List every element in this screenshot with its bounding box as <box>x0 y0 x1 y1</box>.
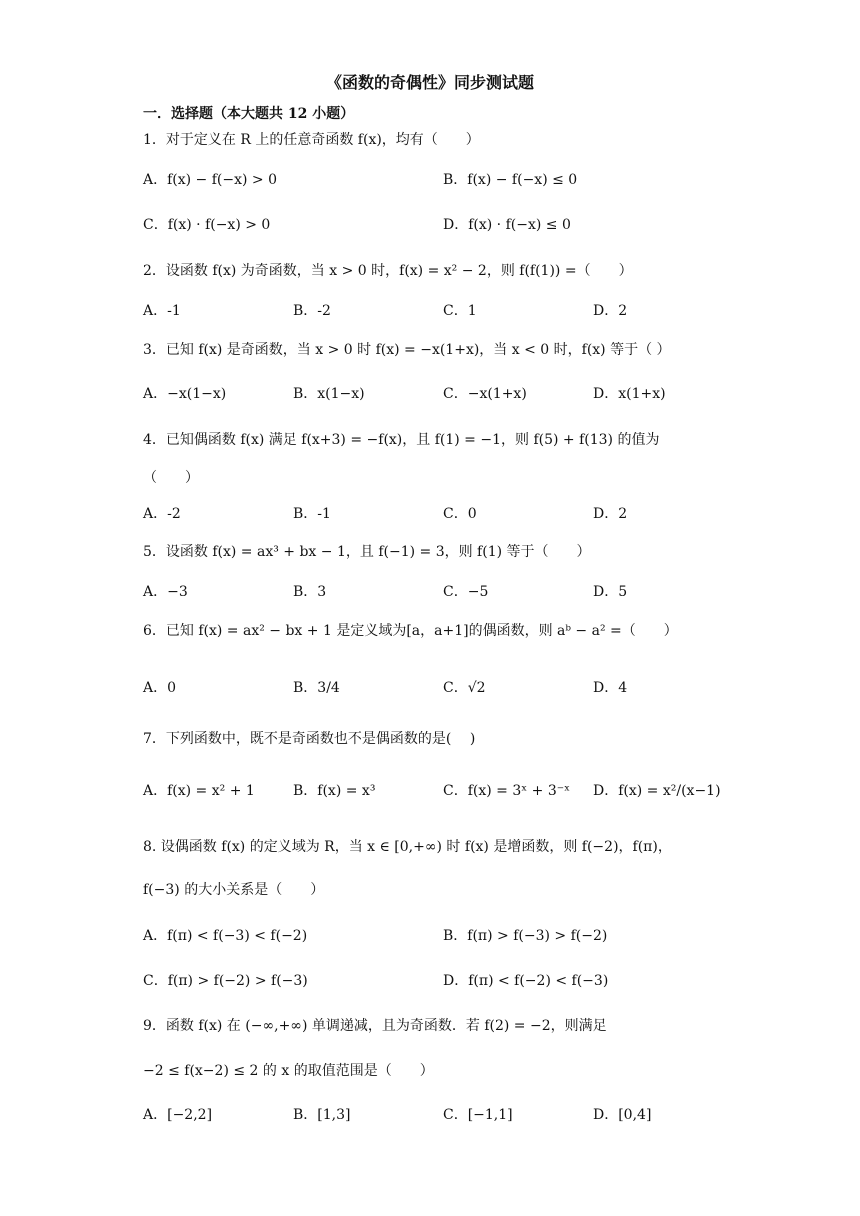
option-b: B．f(π) > f(−3) > f(−2) <box>443 928 608 944</box>
question-7-options <box>143 778 763 804</box>
question-9-stem: 9．函数 f(x) 在 (−∞,+∞) 单调递减，且为奇函数．若 f(2) = −2，则满足 <box>143 1018 607 1034</box>
option-d: D．f(x) · f(−x) ≤ 0 <box>443 217 571 233</box>
question-5-stem: 5．设函数 f(x) = ax³ + bx − 1，且 f(−1) = 3，则 f(1) 等于（ ） <box>143 544 591 560</box>
option-d: D．2 <box>593 506 628 522</box>
option-a: A．-2 <box>143 506 181 522</box>
option-a: A．-1 <box>143 303 181 319</box>
option-c: C．f(x) · f(−x) > 0 <box>143 217 271 233</box>
question-6-options <box>143 675 763 701</box>
option-b: B．[1,3] <box>293 1107 351 1123</box>
option-a: A．−x(1−x) <box>143 386 227 402</box>
question-9-options <box>143 1102 763 1128</box>
option-d: D．2 <box>593 303 628 319</box>
question-7-stem: 7．下列函数中，既不是奇函数也不是偶函数的是( ) <box>143 731 476 747</box>
section-heading: 一．选择题（本大题共 12 小题） <box>143 106 355 122</box>
option-d: D．f(x) = x²/(x−1) <box>593 783 721 799</box>
question-2-stem: 2．设函数 f(x) 为奇函数，当 x > 0 时，f(x) = x² − 2，则 f(f(1)) =（ ） <box>143 263 633 279</box>
option-c: C．[−1,1] <box>443 1107 513 1123</box>
option-b: B．3/4 <box>293 680 340 696</box>
question-6-stem: 6．已知 f(x) = ax² − bx + 1 是定义域为[a，a+1]的偶函数，则 aᵇ − a² =（ ） <box>143 623 678 639</box>
option-c: C．−x(1+x) <box>443 386 527 402</box>
question-8-stem: 8. 设偶函数 f(x) 的定义域为 R，当 x ∈ [0,+∞) 时 f(x) 是增函数，则 f(−2)，f(π)， <box>143 839 672 855</box>
option-a: A．f(x) = x² + 1 <box>143 783 255 799</box>
question-4-options <box>143 501 763 527</box>
option-b: B．-1 <box>293 506 331 522</box>
option-a: A．f(π) < f(−3) < f(−2) <box>143 928 308 944</box>
option-d: D．5 <box>593 584 628 600</box>
option-c: C．−5 <box>443 584 489 600</box>
option-c: C．1 <box>443 303 477 319</box>
option-c: C．√2 <box>443 680 486 696</box>
question-4-stem: 4．已知偶函数 f(x) 满足 f(x+3) = −f(x)，且 f(1) = −1，则 f(5) + f(13) 的值为 <box>143 432 660 448</box>
option-d: D．x(1+x) <box>593 386 666 402</box>
option-b: B．-2 <box>293 303 331 319</box>
option-a: A．[−2,2] <box>143 1107 213 1123</box>
option-d: D．[0,4] <box>593 1107 652 1123</box>
question-8-options <box>143 923 763 949</box>
question-1-options-2 <box>143 212 763 238</box>
question-1-options <box>143 167 763 193</box>
question-2-options <box>143 298 763 324</box>
option-a: A．0 <box>143 680 177 696</box>
option-a: A．f(x) − f(−x) > 0 <box>143 172 278 188</box>
option-b: B．3 <box>293 584 327 600</box>
question-1-stem: 1．对于定义在 R 上的任意奇函数 f(x)，均有（ ） <box>143 132 480 148</box>
option-a: A．−3 <box>143 584 188 600</box>
option-b: B．f(x) − f(−x) ≤ 0 <box>443 172 578 188</box>
option-c: C．0 <box>443 506 477 522</box>
page-title: 《函数的奇偶性》同步测试题 <box>325 73 534 92</box>
question-8-options-2 <box>143 968 763 994</box>
question-3-stem: 3．已知 f(x) 是奇函数，当 x > 0 时 f(x) = −x(1+x)，当 x < 0 时，f(x) 等于（ ） <box>143 342 671 358</box>
option-d: D．f(π) < f(−2) < f(−3) <box>443 973 609 989</box>
option-b: B．f(x) = x³ <box>293 783 376 799</box>
option-b: B．x(1−x) <box>293 386 365 402</box>
question-5-options <box>143 579 763 605</box>
option-c: C．f(x) = 3ˣ + 3⁻ˣ <box>443 783 571 799</box>
option-c: C．f(π) > f(−2) > f(−3) <box>143 973 308 989</box>
question-9-stem-cont: −2 ≤ f(x−2) ≤ 2 的 x 的取值范围是（ ） <box>143 1063 434 1079</box>
option-d: D．4 <box>593 680 628 696</box>
question-4-stem-cont: （ ） <box>143 470 199 486</box>
question-8-stem-cont: f(−3) 的大小关系是（ ） <box>143 882 325 898</box>
question-3-options <box>143 381 763 407</box>
